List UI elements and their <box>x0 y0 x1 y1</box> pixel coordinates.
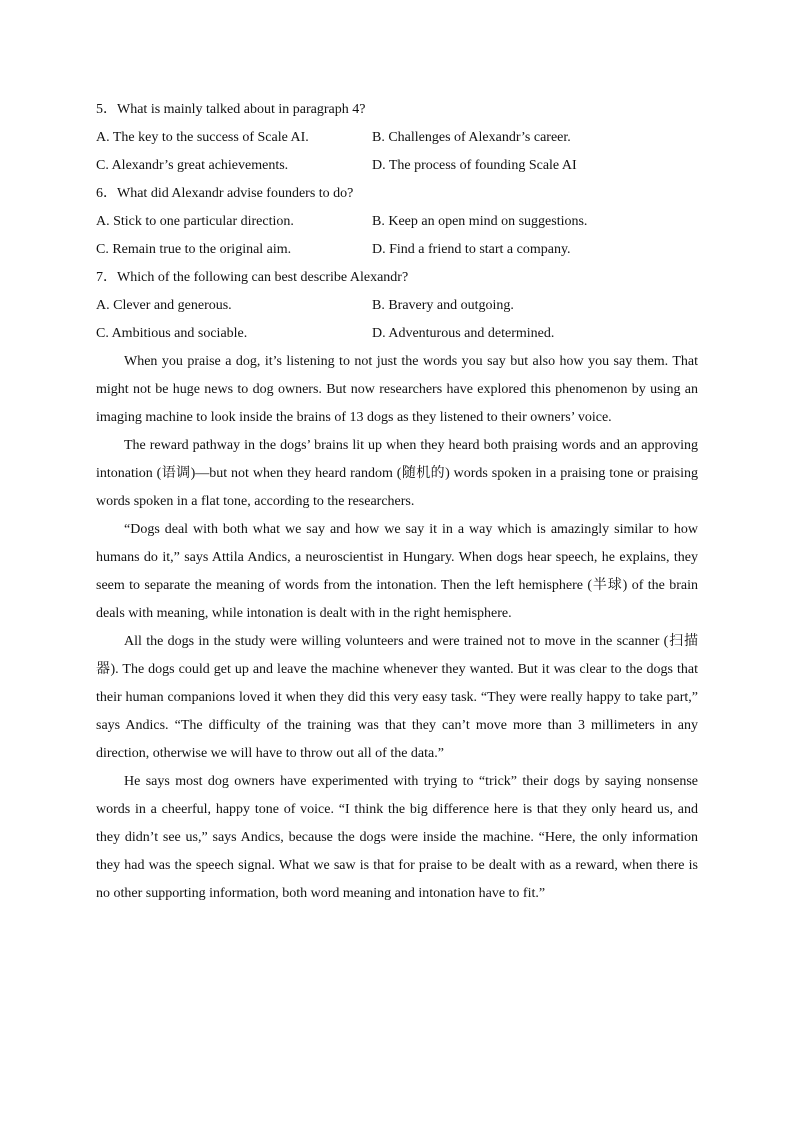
document-page <box>96 96 698 908</box>
option-d: D. Find a friend to start a company. <box>372 242 571 257</box>
passage-paragraph: “Dogs deal with both what we say and how we say it in a way which is amazingly similar to how humans do it,” says Attila Andics, a neuroscientist in Hungary. When dogs hear speech, he explains, they seem to separate the meaning of words from the intonation. Then the left hemisphere (半球) of the brain deals with meaning, while intonation is dealt with in the right hemisphere. <box>96 522 698 621</box>
option-b: B. Challenges of Alexandr’s career. <box>372 130 571 145</box>
option-a: A. Stick to one particular direction. <box>96 214 294 229</box>
question-stem: 6．What did Alexandr advise founders to do? <box>96 186 354 201</box>
passage-paragraph: The reward pathway in the dogs’ brains lit up when they heard both praising words and an approving intonation (语调)—but not when they heard random (随机的) words spoken in a praising tone or praising words spoken in a flat tone, according to the researchers. <box>96 438 698 509</box>
reading-passage <box>96 348 698 908</box>
options-grid <box>96 208 698 264</box>
options-grid <box>96 124 698 180</box>
option-b: B. Bravery and outgoing. <box>372 298 514 313</box>
options-grid <box>96 292 698 348</box>
passage-paragraph: When you praise a dog, it’s listening to not just the words you say but also how you say them. That might not be huge news to dog owners. But now researchers have explored this phenomenon by using an imaging machine to look inside the brains of 13 dogs as they listened to their owners’ voice. <box>96 354 698 425</box>
question-7 <box>96 264 698 348</box>
passage-paragraph: He says most dog owners have experimented with trying to “trick” their dogs by saying nonsense words in a cheerful, happy tone of voice. “I think the big difference here is that they only heard us, and they didn’t see us,” says Andics, because the dogs were inside the machine. “Here, the only information they had was the speech signal. What we saw is that for praise to be dealt with as a reward, when there is no other supporting information, both word meaning and intonation have to fit.” <box>96 774 698 901</box>
question-stem: 5．What is mainly talked about in paragraph 4? <box>96 102 366 117</box>
option-a: A. Clever and generous. <box>96 298 232 313</box>
option-c: C. Remain true to the original aim. <box>96 242 292 257</box>
option-b: B. Keep an open mind on suggestions. <box>372 214 588 229</box>
option-c: C. Alexandr’s great achievements. <box>96 158 289 173</box>
question-5 <box>96 96 698 180</box>
option-d: D. Adventurous and determined. <box>372 326 555 341</box>
option-d: D. The process of founding Scale AI <box>372 158 577 173</box>
option-c: C. Ambitious and sociable. <box>96 326 248 341</box>
option-a: A. The key to the success of Scale AI. <box>96 130 309 145</box>
passage-paragraph: All the dogs in the study were willing volunteers and were trained not to move in the scanner (扫描器). The dogs could get up and leave the machine whenever they wanted. But it was clear to the dogs that their human companions loved it when they did this very easy task. “They were really happy to take part,” says Andics. “The difficulty of the training was that they can’t move more than 3 millimeters in any direction, otherwise we will have to throw out all of the data.” <box>96 634 698 761</box>
question-6 <box>96 180 698 264</box>
question-stem: 7．Which of the following can best describe Alexandr? <box>96 270 409 285</box>
